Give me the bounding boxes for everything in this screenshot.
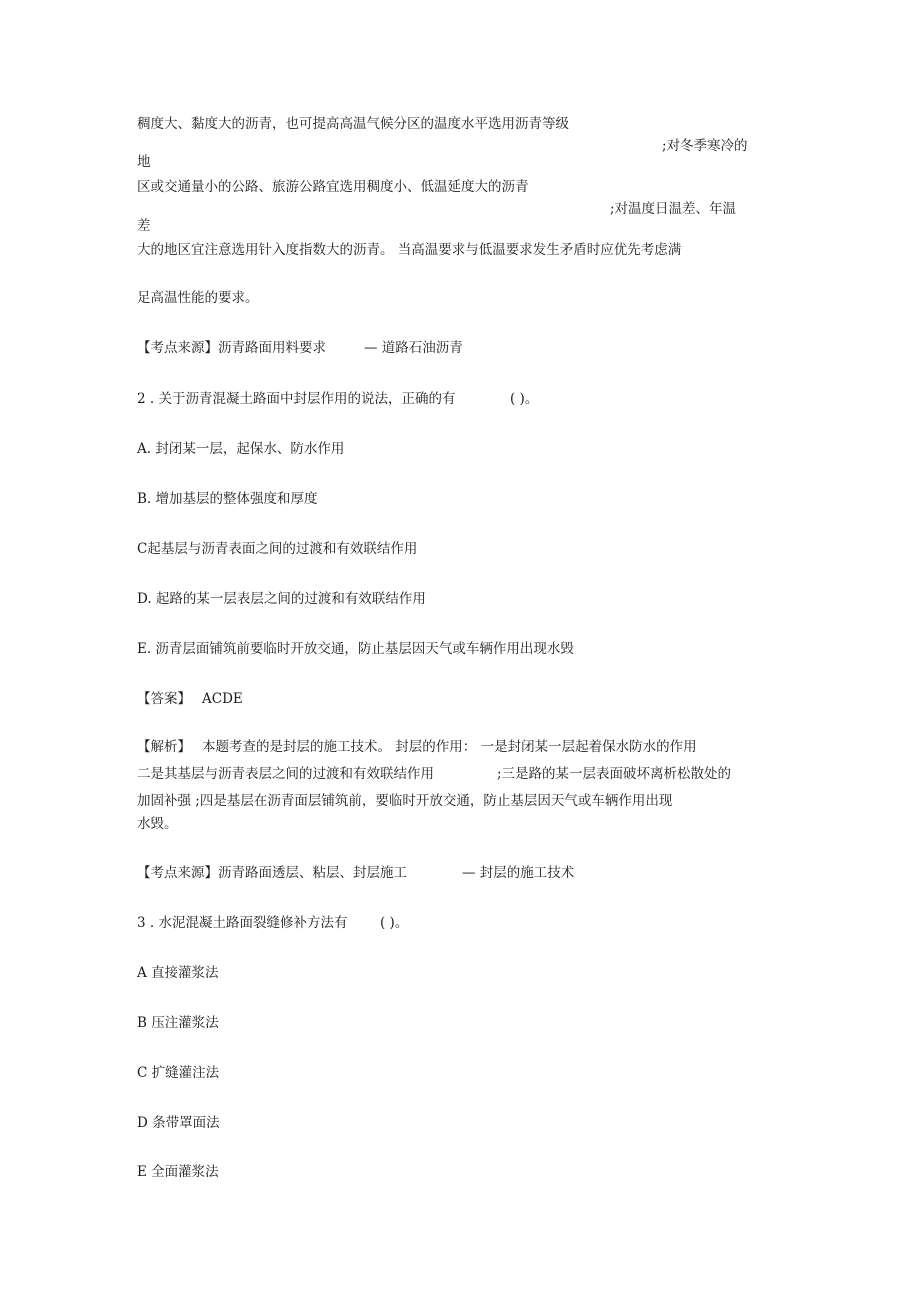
intro-line-4: 足高温性能的要求。 xyxy=(137,290,259,306)
q2-option-e: E. 沥青层面铺筑前要临时开放交通，防止基层因天气或车辆作用出现水毁 xyxy=(137,641,574,657)
q2-answer-value: ACDE xyxy=(202,691,243,707)
q2-analysis-line-4: 水毁。 xyxy=(137,816,178,832)
q2-source-dash: — 封层的施工技术 xyxy=(462,865,575,881)
intro-line-2-tail: ;对温度日温差、年温 xyxy=(610,201,737,217)
intro-line-1-wrap: 地 xyxy=(137,154,151,170)
q3-option-e: E 全面灌浆法 xyxy=(137,1164,219,1180)
intro-line-1-tail: ;对冬季寒冷的 xyxy=(662,138,748,154)
q2-option-d: D. 起路的某一层表层之间的过渡和有效联结作用 xyxy=(137,591,426,607)
intro-source-dash: — 道路石油沥青 xyxy=(364,340,463,356)
intro-line-2: 区或交通量小的公路、旅游公路宜选用稠度小、低温延度大的沥青 xyxy=(137,179,529,195)
q3-stem-blank: ( )。 xyxy=(380,915,409,931)
intro-line-2-wrap: 差 xyxy=(137,218,151,234)
intro-line-1: 稠度大、黏度大的沥青，也可提高高温气候分区的温度水平选用沥青等级 xyxy=(137,116,569,132)
q2-answer-label: 【答案】 xyxy=(137,691,191,707)
intro-source: 【考点来源】沥青路面用料要求 xyxy=(137,340,326,356)
q2-stem: 2 . 关于沥青混凝土路面中封层作用的说法，正确的有 xyxy=(137,391,456,407)
q3-option-c: C 扩缝灌注法 xyxy=(137,1065,220,1081)
q3-option-a: A 直接灌浆法 xyxy=(137,965,219,981)
q3-option-b: B 压注灌浆法 xyxy=(137,1015,219,1031)
q3-option-d: D 条带罩面法 xyxy=(137,1115,220,1131)
q2-option-a: A. 封闭某一层，起保水、防水作用 xyxy=(137,441,345,457)
q2-option-b: B. 增加基层的整体强度和厚度 xyxy=(137,491,318,507)
q2-analysis-label: 【解析】 xyxy=(137,739,191,755)
q2-analysis-line-2a: 二是其基层与沥青表层之间的过渡和有效联结作用 xyxy=(137,766,434,782)
q2-analysis-line-1: 本题考查的是封层的施工技术。 封层的作用： 一是封闭某一层起着保水防水的作用 xyxy=(202,739,697,755)
q2-analysis-line-2b: ;三是路的某一层表面破坏离析松散处的 xyxy=(497,766,732,782)
q2-source: 【考点来源】沥青路面透层、粘层、封层施工 xyxy=(137,865,407,881)
q2-analysis-line-3: 加固补强 ;四是基层在沥青面层铺筑前，要临时开放交通，防止基层因天气或车辆作用出现 xyxy=(137,793,673,809)
q3-stem: 3 . 水泥混凝土路面裂缝修补方法有 xyxy=(137,915,348,931)
intro-line-3: 大的地区宜注意选用针入度指数大的沥青。 当高温要求与低温要求发生矛盾时应优先考虑满 xyxy=(137,242,682,258)
q2-option-c: C起基层与沥青表面之间的过渡和有效联结作用 xyxy=(137,541,418,557)
q2-stem-blank: ( )。 xyxy=(510,391,539,407)
